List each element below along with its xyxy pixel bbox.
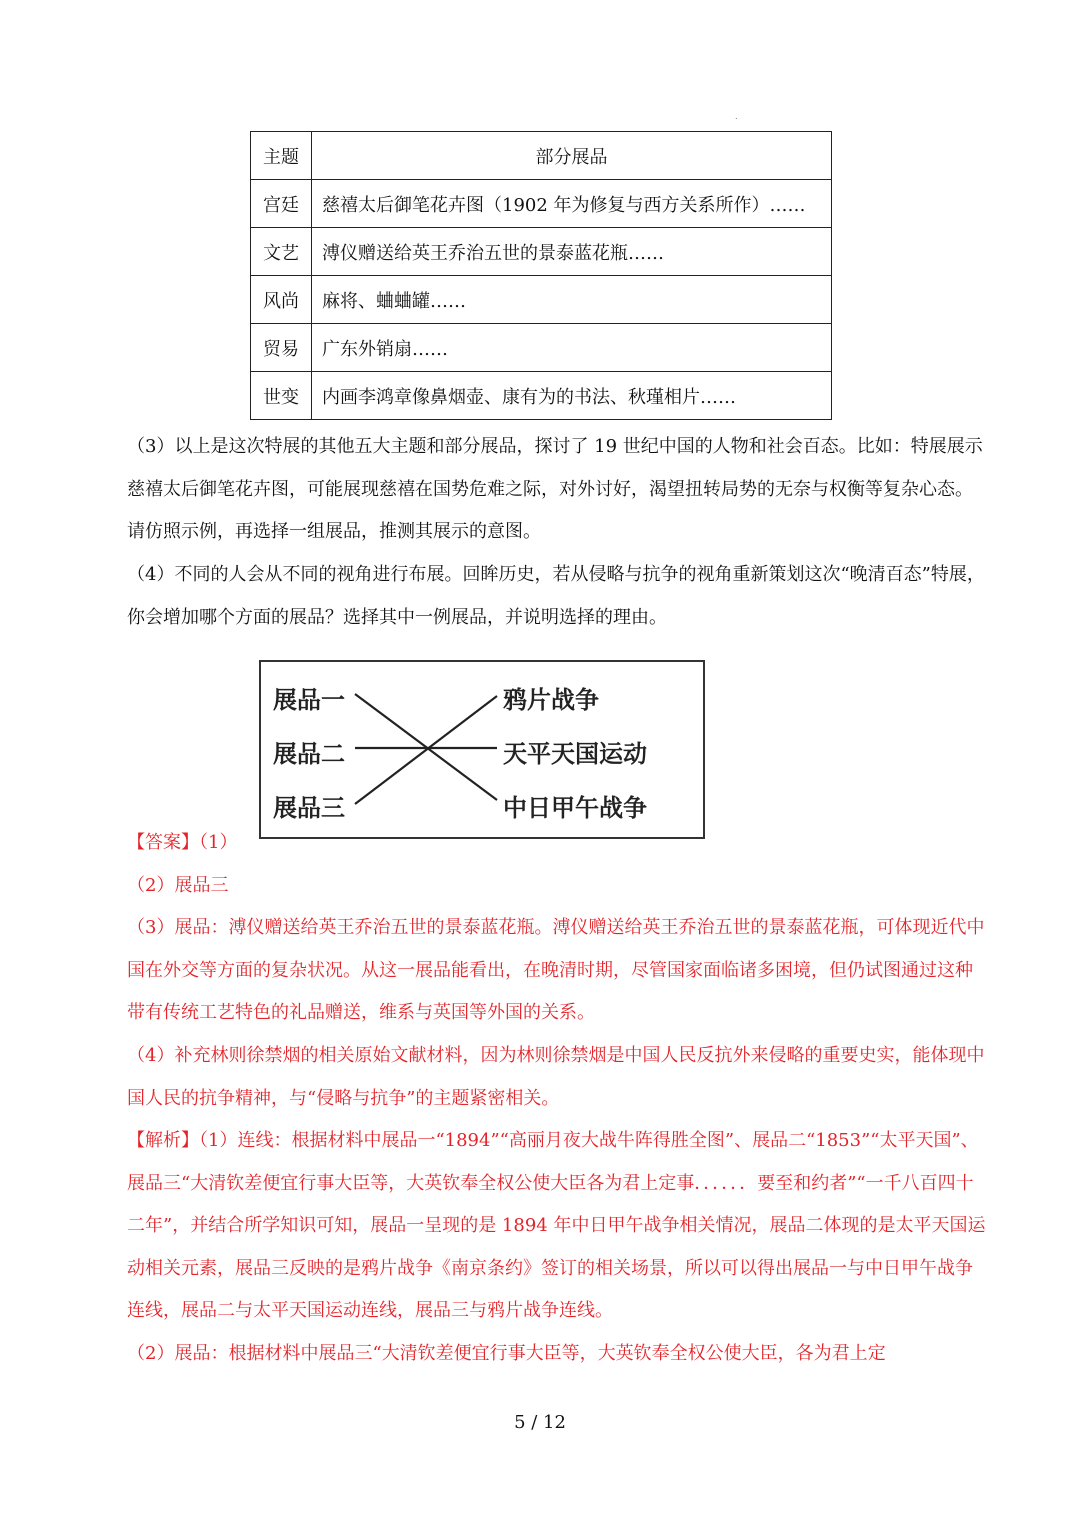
analysis-label: 【解析】 [127, 1130, 199, 1151]
scan-dot: . [735, 112, 738, 121]
event-label-3: 中日甲午战争 [503, 794, 647, 822]
question-4: （4）不同的人会从不同的视角进行布展。回眸历史，若从侵略与抗争的视角重新策划这次“晚清百态”特展，你会增加哪个方面的展品？选择其中一例展品，并说明选择的理由。 [127, 564, 985, 628]
row-theme: 文艺 [251, 228, 312, 276]
line-exhibit3 [355, 696, 497, 804]
question-3: （3）以上是这次特展的其他五大主题和部分展品，探讨了 19 世纪中国的人物和社会百态。比如：特展展示慈禧太后御笔花卉图，可能展现慈禧在国势危难之际，对外讨好，渴望扭转局势的无奈与权衡等复杂心态。请仿照示例，再选择一组展品，推测其展示的意图。 [127, 436, 983, 542]
exhibit-label-2: 展品二 [273, 740, 345, 768]
table-row [251, 228, 832, 276]
table-row [251, 372, 832, 420]
row-items: 溥仪赠送给英王乔治五世的景泰蓝花瓶…… [312, 228, 832, 276]
row-theme: 贸易 [251, 324, 312, 372]
answer-1 [127, 822, 987, 865]
table-row [251, 276, 832, 324]
exhibit-label-1: 展品一 [273, 686, 345, 714]
header-items: 部分展品 [312, 132, 832, 180]
header-theme: 主题 [251, 132, 312, 180]
row-items: 内画李鸿章像鼻烟壶、康有为的书法、秋瑾相片…… [312, 372, 832, 420]
matching-diagram [259, 660, 705, 839]
page-number: 5 / 12 [514, 1412, 566, 1433]
event-label-2: 天平天国运动 [503, 740, 647, 768]
row-items: 广东外销扇…… [312, 324, 832, 372]
analysis-1 [127, 1120, 987, 1333]
answer-1-text: （1） [199, 832, 238, 853]
analysis-1-text: （1）连线：根据材料中展品一“1894”“高丽月夜大战牛阵得胜全图”、展品二“1853”“太平天国”、展品三“大清钦差便宜行事大臣等，大英钦奉全权公使大臣各为君上定事．．．．．．要至和约者”“一千八百四十二年”，并结合所学知识可知，展品一呈现的是 1894 年中日甲午战争相关情况，展品二体现的是太平天国运动相关元素，展品三反映的是鸦片战争《南京条约》签订的相关场景，所以可以得出展品一与中日甲午战争连线，展品二与太平天国运动连线，展品三与鸦片战争连线。 [127, 1130, 986, 1321]
event-label-1: 鸦片战争 [503, 686, 599, 714]
answer-3: （3）展品：溥仪赠送给英王乔治五世的景泰蓝花瓶。溥仪赠送给英王乔治五世的景泰蓝花瓶，可体现近代中国在外交等方面的复杂状况。从这一展品能看出，在晚清时期，尽管国家面临诸多困境，但仍试图通过这种带有传统工艺特色的礼品赠送，维系与英国等外国的关系。 [127, 917, 985, 1023]
table-row [251, 180, 832, 228]
table-header-row [251, 132, 832, 180]
exhibits-table [250, 131, 832, 420]
answer-label: 【答案】 [127, 832, 199, 853]
row-items: 麻将、蛐蛐罐…… [312, 276, 832, 324]
row-theme: 世变 [251, 372, 312, 420]
row-theme: 风尚 [251, 276, 312, 324]
analysis-2: （2）展品：根据材料中展品三“大清钦差便宜行事大臣等，大英钦奉全权公使大臣，各为君上定 [127, 1343, 886, 1364]
table-row [251, 324, 832, 372]
row-theme: 宫廷 [251, 180, 312, 228]
exhibit-label-3: 展品三 [273, 794, 345, 822]
row-items: 慈禧太后御笔花卉图（1902 年为修复与西方关系所作）…… [312, 180, 832, 228]
answer-4: （4）补充林则徐禁烟的相关原始文献材料，因为林则徐禁烟是中国人民反抗外来侵略的重要史实，能体现中国人民的抗争精神，与“侵略与抗争”的主题紧密相关。 [127, 1045, 985, 1109]
answer-2: （2）展品三 [127, 875, 229, 896]
